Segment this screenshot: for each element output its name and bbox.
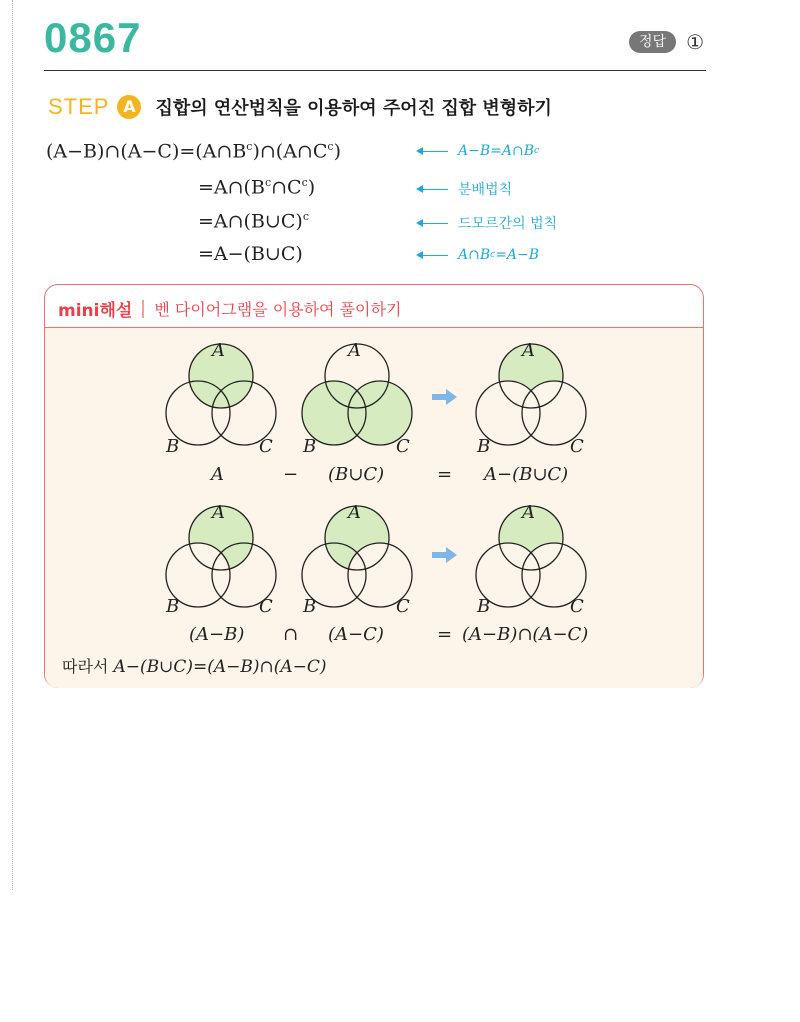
equation-line-4: =A−(B∪C) — [198, 243, 303, 265]
row1-mid-expr: (B∪C) — [328, 464, 385, 485]
row1-left-expr: A — [211, 464, 224, 485]
row1-equals: = — [437, 464, 453, 485]
set-label-b: B — [477, 596, 491, 617]
set-label-c: C — [396, 596, 410, 617]
set-label-a: A — [522, 340, 535, 361]
right-arrow-icon — [432, 388, 458, 406]
equation-note-1: A−B=A∩B c — [418, 143, 539, 159]
set-label-c: C — [396, 436, 410, 457]
row1-result-expr: A−(B∪C) — [484, 464, 569, 485]
row1-operator: − — [283, 464, 299, 485]
conclusion-expr: A−(B∪C)=(A−B)∩(A−C) — [113, 657, 327, 677]
equation-line-2: $=A\cap(B^c\cap C^c)$ — [198, 176, 316, 199]
row2-equals: = — [437, 624, 453, 645]
conclusion-prefix: 따라서 — [62, 657, 109, 676]
conclusion-line — [62, 654, 327, 677]
left-arrow-icon — [418, 255, 448, 256]
equation-note-4: A∩B c =A−B — [418, 247, 539, 263]
set-label-b: B — [303, 596, 317, 617]
equation-note-3: 드모르간의 법칙 — [418, 213, 557, 233]
right-arrow-icon — [432, 546, 458, 564]
set-label-c: C — [570, 436, 584, 457]
problem-number: 0867 — [44, 14, 142, 61]
step-label: STEP — [48, 94, 110, 119]
set-label-b: B — [303, 436, 317, 457]
set-label-a: A — [348, 502, 361, 523]
header-rule — [44, 70, 706, 71]
mini-header — [58, 296, 401, 321]
step-title: 집합의 연산법칙을 이용하여 주어진 집합 변형하기 — [155, 98, 552, 119]
step-heading — [48, 94, 552, 120]
answer-badge: 정답 — [629, 31, 676, 53]
left-arrow-icon — [418, 223, 448, 224]
mini-separator — [142, 300, 144, 318]
answer-value: ① — [686, 30, 704, 54]
step-badge: A — [117, 95, 141, 119]
set-label-b: B — [477, 436, 491, 457]
left-arrow-icon — [418, 151, 448, 152]
equation-note-2: 분배법칙 — [418, 179, 512, 199]
row2-left-expr: (A−B) — [189, 624, 245, 645]
set-label-a: A — [212, 340, 225, 361]
set-label-c: C — [259, 436, 273, 457]
equation-line-3: =A∩(B∪C)$^c$ — [198, 210, 309, 233]
row2-operator: ∩ — [283, 624, 299, 645]
set-label-c: C — [259, 596, 273, 617]
set-label-a: A — [522, 502, 535, 523]
row2-result-expr: (A−B)∩(A−C) — [462, 624, 589, 645]
set-label-c: C — [570, 596, 584, 617]
set-label-a: A — [348, 340, 361, 361]
row2-mid-expr: (A−C) — [328, 624, 384, 645]
set-label-b: B — [166, 436, 180, 457]
mini-title: 벤 다이어그램을 이용하여 풀이하기 — [154, 300, 402, 319]
mini-tag: mini해설 — [58, 301, 133, 321]
margin-dotted-line — [12, 0, 13, 890]
left-arrow-icon — [418, 189, 448, 190]
set-label-a: A — [212, 502, 225, 523]
answer-section — [629, 30, 704, 54]
set-label-b: B — [166, 596, 180, 617]
equation-line-1: $(A-B)\cap(A-C)=(A\cap B^c)\cap(A\cap C^c)$ — [46, 140, 341, 163]
